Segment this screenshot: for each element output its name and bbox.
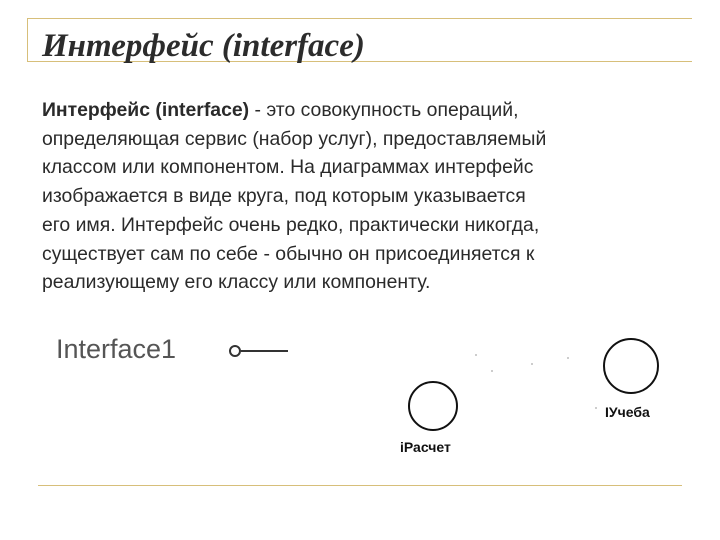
definition-line-5: его имя. Интерфейс очень редко, практически никогда, <box>42 213 540 236</box>
faint-dot-4 <box>567 357 569 359</box>
ucheba-interface-label: IУчеба <box>605 404 650 420</box>
faint-dot-3 <box>531 363 533 365</box>
faint-dot-1 <box>475 354 477 356</box>
top-horizontal-rule <box>27 18 692 19</box>
faint-dot-2 <box>491 370 493 372</box>
raschet-interface-circle <box>408 381 458 431</box>
definition-term: Интерфейс (interface) <box>42 99 250 121</box>
definition-line-2: определяющая сервис (набор услуг), предоставляемый <box>42 127 547 150</box>
definition-line-1-rest: - это совокупность операций, <box>249 99 519 121</box>
top-left-vertical-rule <box>27 18 28 62</box>
ucheba-interface-circle <box>603 338 659 394</box>
definition-paragraph <box>42 96 702 297</box>
definition-line-1 <box>42 96 702 125</box>
interface1-label: Interface1 <box>56 334 177 364</box>
lollipop-interface-icon <box>226 341 290 361</box>
lollipop-circle <box>230 346 240 356</box>
definition-line-4: изображается в виде круга, под которым указывается <box>42 185 526 208</box>
definition-line-6: существует сам по себе - обычно он присоединяется к <box>42 242 535 265</box>
bottom-rule <box>38 485 682 486</box>
slide-title: Интерфейс (interface) <box>42 28 365 64</box>
definition-line-7: реализующему его классу или компоненту. <box>42 271 431 294</box>
faint-dot-5 <box>595 407 597 409</box>
raschet-interface-label: iРасчет <box>400 439 451 455</box>
definition-line-3: классом или компонентом. На диаграммах интерфейс <box>42 156 534 179</box>
